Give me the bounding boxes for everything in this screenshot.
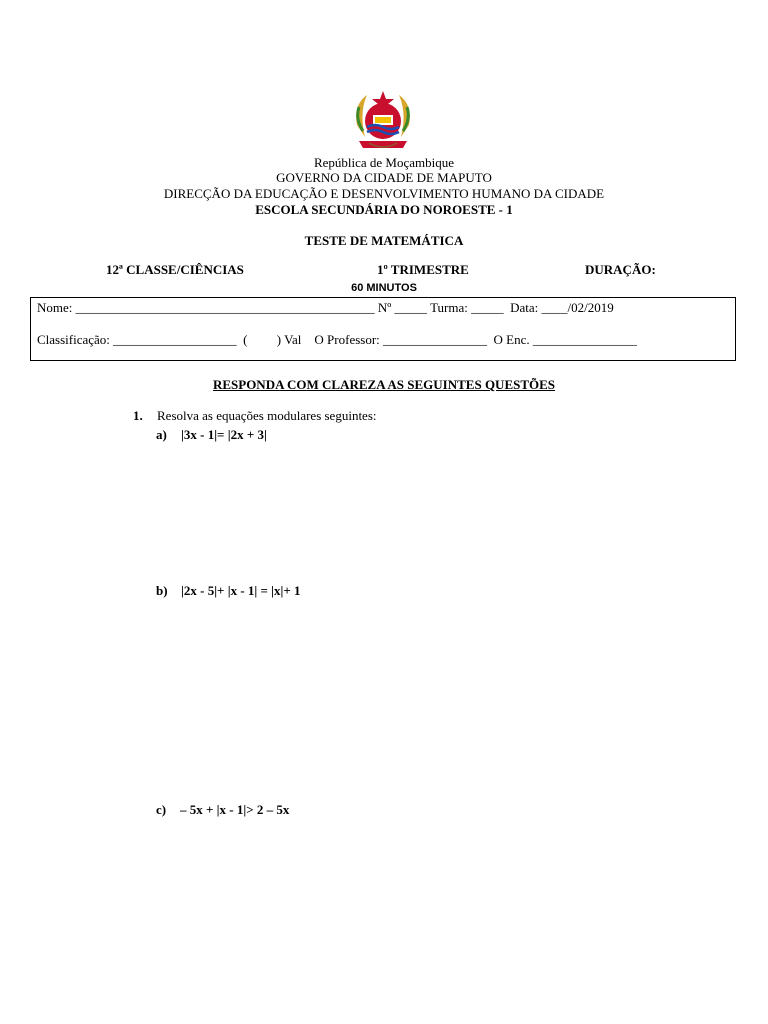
- item-c-label: c): [156, 802, 167, 817]
- duration-value: 60 MINUTOS: [351, 282, 417, 294]
- directorate-line: DIRECÇÃO DA EDUCAÇÃO E DESENVOLVIMENTO HUMANO DA CIDADE: [163, 186, 605, 201]
- term-label: 1º TRIMESTRE: [377, 262, 469, 277]
- item-a-expression: |3x - 1|= |2x + 3|: [181, 427, 267, 442]
- question-prompt: Resolva as equações modulares seguintes:: [157, 408, 377, 423]
- test-title: TESTE DE MATEMÁTICA: [304, 233, 464, 248]
- item-a-label: a): [156, 427, 167, 442]
- instructions-heading: RESPONDA COM CLAREZA AS SEGUINTES QUESTÕES: [212, 377, 556, 392]
- duration-label: DURAÇÃO:: [585, 262, 656, 277]
- item-b-label: b): [156, 583, 168, 598]
- item-b-expression: |2x - 5|+ |x - 1| = |x|+ 1: [181, 583, 301, 598]
- form-row-classification[interactable]: Classificação: ___________________ ( ) Val O Professor: ________________ O Enc. ________________: [37, 332, 637, 347]
- coat-of-arms-emblem: [345, 85, 421, 155]
- question-number: 1.: [133, 408, 143, 423]
- item-c-expression: – 5x + |x - 1|> 2 – 5x: [180, 802, 290, 817]
- government-line: GOVERNO DA CIDADE DE MAPUTO: [276, 170, 492, 185]
- class-label: 12ª CLASSE/CIÊNCIAS: [106, 262, 244, 277]
- republic-line: República de Moçambique: [313, 155, 455, 170]
- school-name: ESCOLA SECUNDÁRIA DO NOROESTE - 1: [255, 202, 513, 217]
- form-row-name[interactable]: Nome: ______________________________________________ Nº _____ Turma: _____ Data: ____/02/2019: [37, 300, 614, 315]
